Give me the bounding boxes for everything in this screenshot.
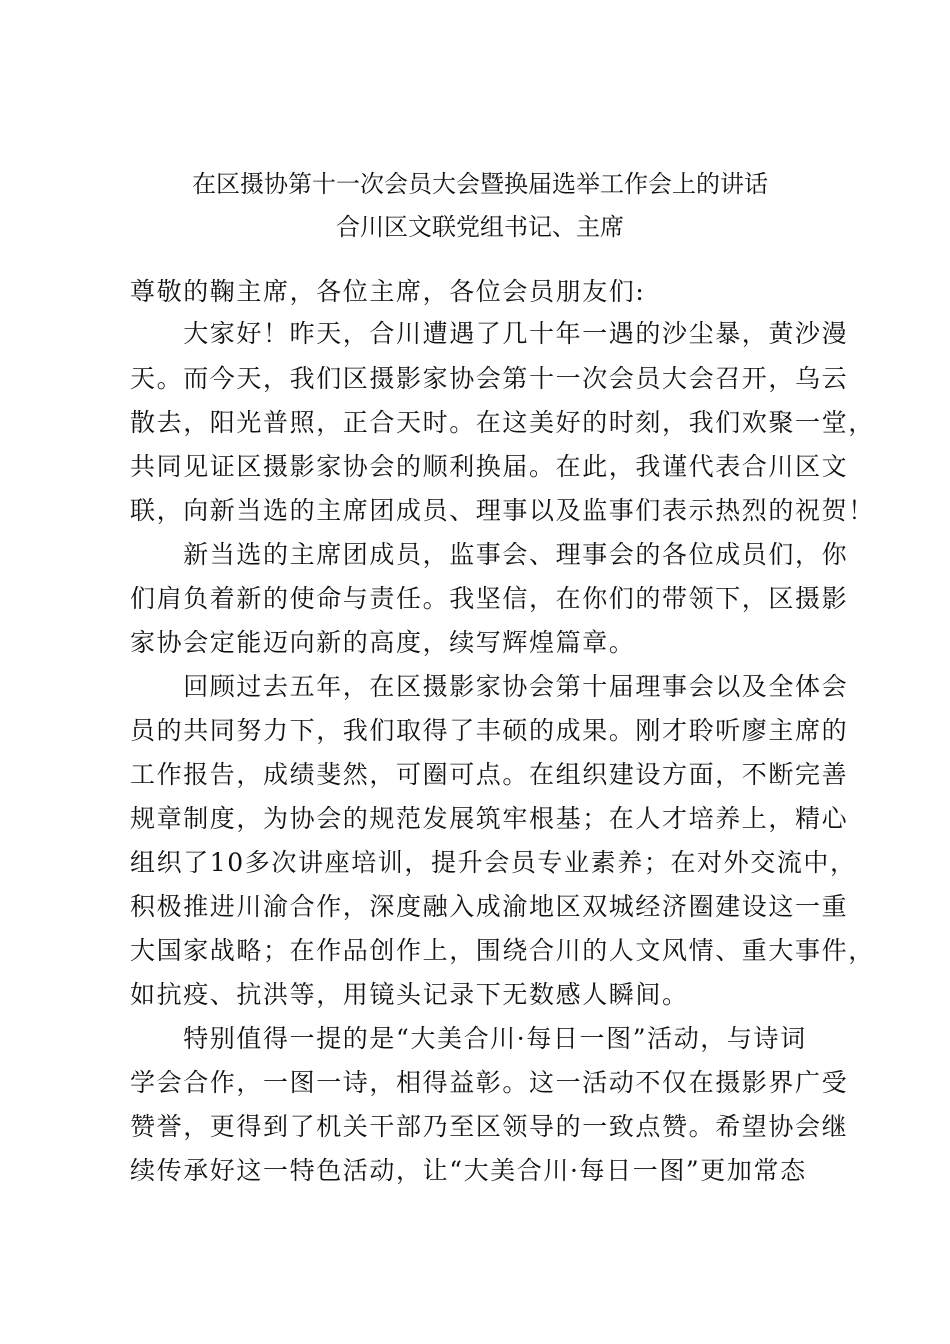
body-line: 联，向新当选的主席团成员、理事以及监事们表示热烈的祝贺！	[130, 496, 875, 525]
body-line: 们肩负着新的使命与责任。我坚信，在你们的带领下，区摄影	[130, 584, 849, 613]
body-line: 工作报告，成绩斐然，可圈可点。在组织建设方面，不断完善	[130, 760, 849, 789]
body-line: 共同见证区摄影家协会的顺利换届。在此，我谨代表合川区文	[130, 452, 849, 481]
body-line: 组织了10多次讲座培训，提升会员专业素养；在对外交流中，	[130, 848, 857, 877]
body-line: 员的共同努力下，我们取得了丰硕的成果。刚才聆听廖主席的	[130, 716, 849, 745]
body-line: 新当选的主席团成员，监事会、理事会的各位成员们，你	[130, 540, 849, 569]
body-line: 大国家战略；在作品创作上，围绕合川的人文风情、重大事件，	[130, 936, 875, 965]
body-line: 续传承好这一特色活动，让“大美合川·每日一图”更加常态	[130, 1156, 807, 1185]
body-line: 尊敬的鞠主席，各位主席，各位会员朋友们:	[130, 277, 646, 306]
body-line: 散去，阳光普照，正合天时。在这美好的时刻，我们欢聚一堂，	[130, 408, 875, 437]
body-line: 大家好！昨天，合川遭遇了几十年一遇的沙尘暴，黄沙漫	[130, 319, 849, 348]
body-line: 如抗疫、抗洪等，用镜头记录下无数感人瞬间。	[130, 980, 689, 1009]
body-line: 赞誉，更得到了机关干部乃至区领导的一致点赞。希望协会继	[130, 1112, 849, 1141]
body-line: 积极推进川渝合作，深度融入成渝地区双城经济圈建设这一重	[130, 892, 849, 921]
body-line: 学会合作，一图一诗，相得益彰。这一活动不仅在摄影界广受	[130, 1068, 849, 1097]
body-line: 特别值得一提的是“大美合川·每日一图”活动，与诗词	[130, 1024, 807, 1053]
body-line: 回顾过去五年，在区摄影家协会第十届理事会以及全体会	[130, 672, 849, 701]
body-line: 天。而今天，我们区摄影家协会第十一次会员大会召开，乌云	[130, 364, 849, 393]
document-title: 在区摄协第十一次会员大会暨换届选举工作会上的讲话	[192, 170, 768, 198]
body-line: 规章制度，为协会的规范发展筑牢根基；在人才培养上，精心	[130, 804, 849, 833]
document-subtitle: 合川区文联党组书记、主席	[336, 213, 624, 241]
body-line: 家协会定能迈向新的高度，续写辉煌篇章。	[130, 628, 636, 657]
